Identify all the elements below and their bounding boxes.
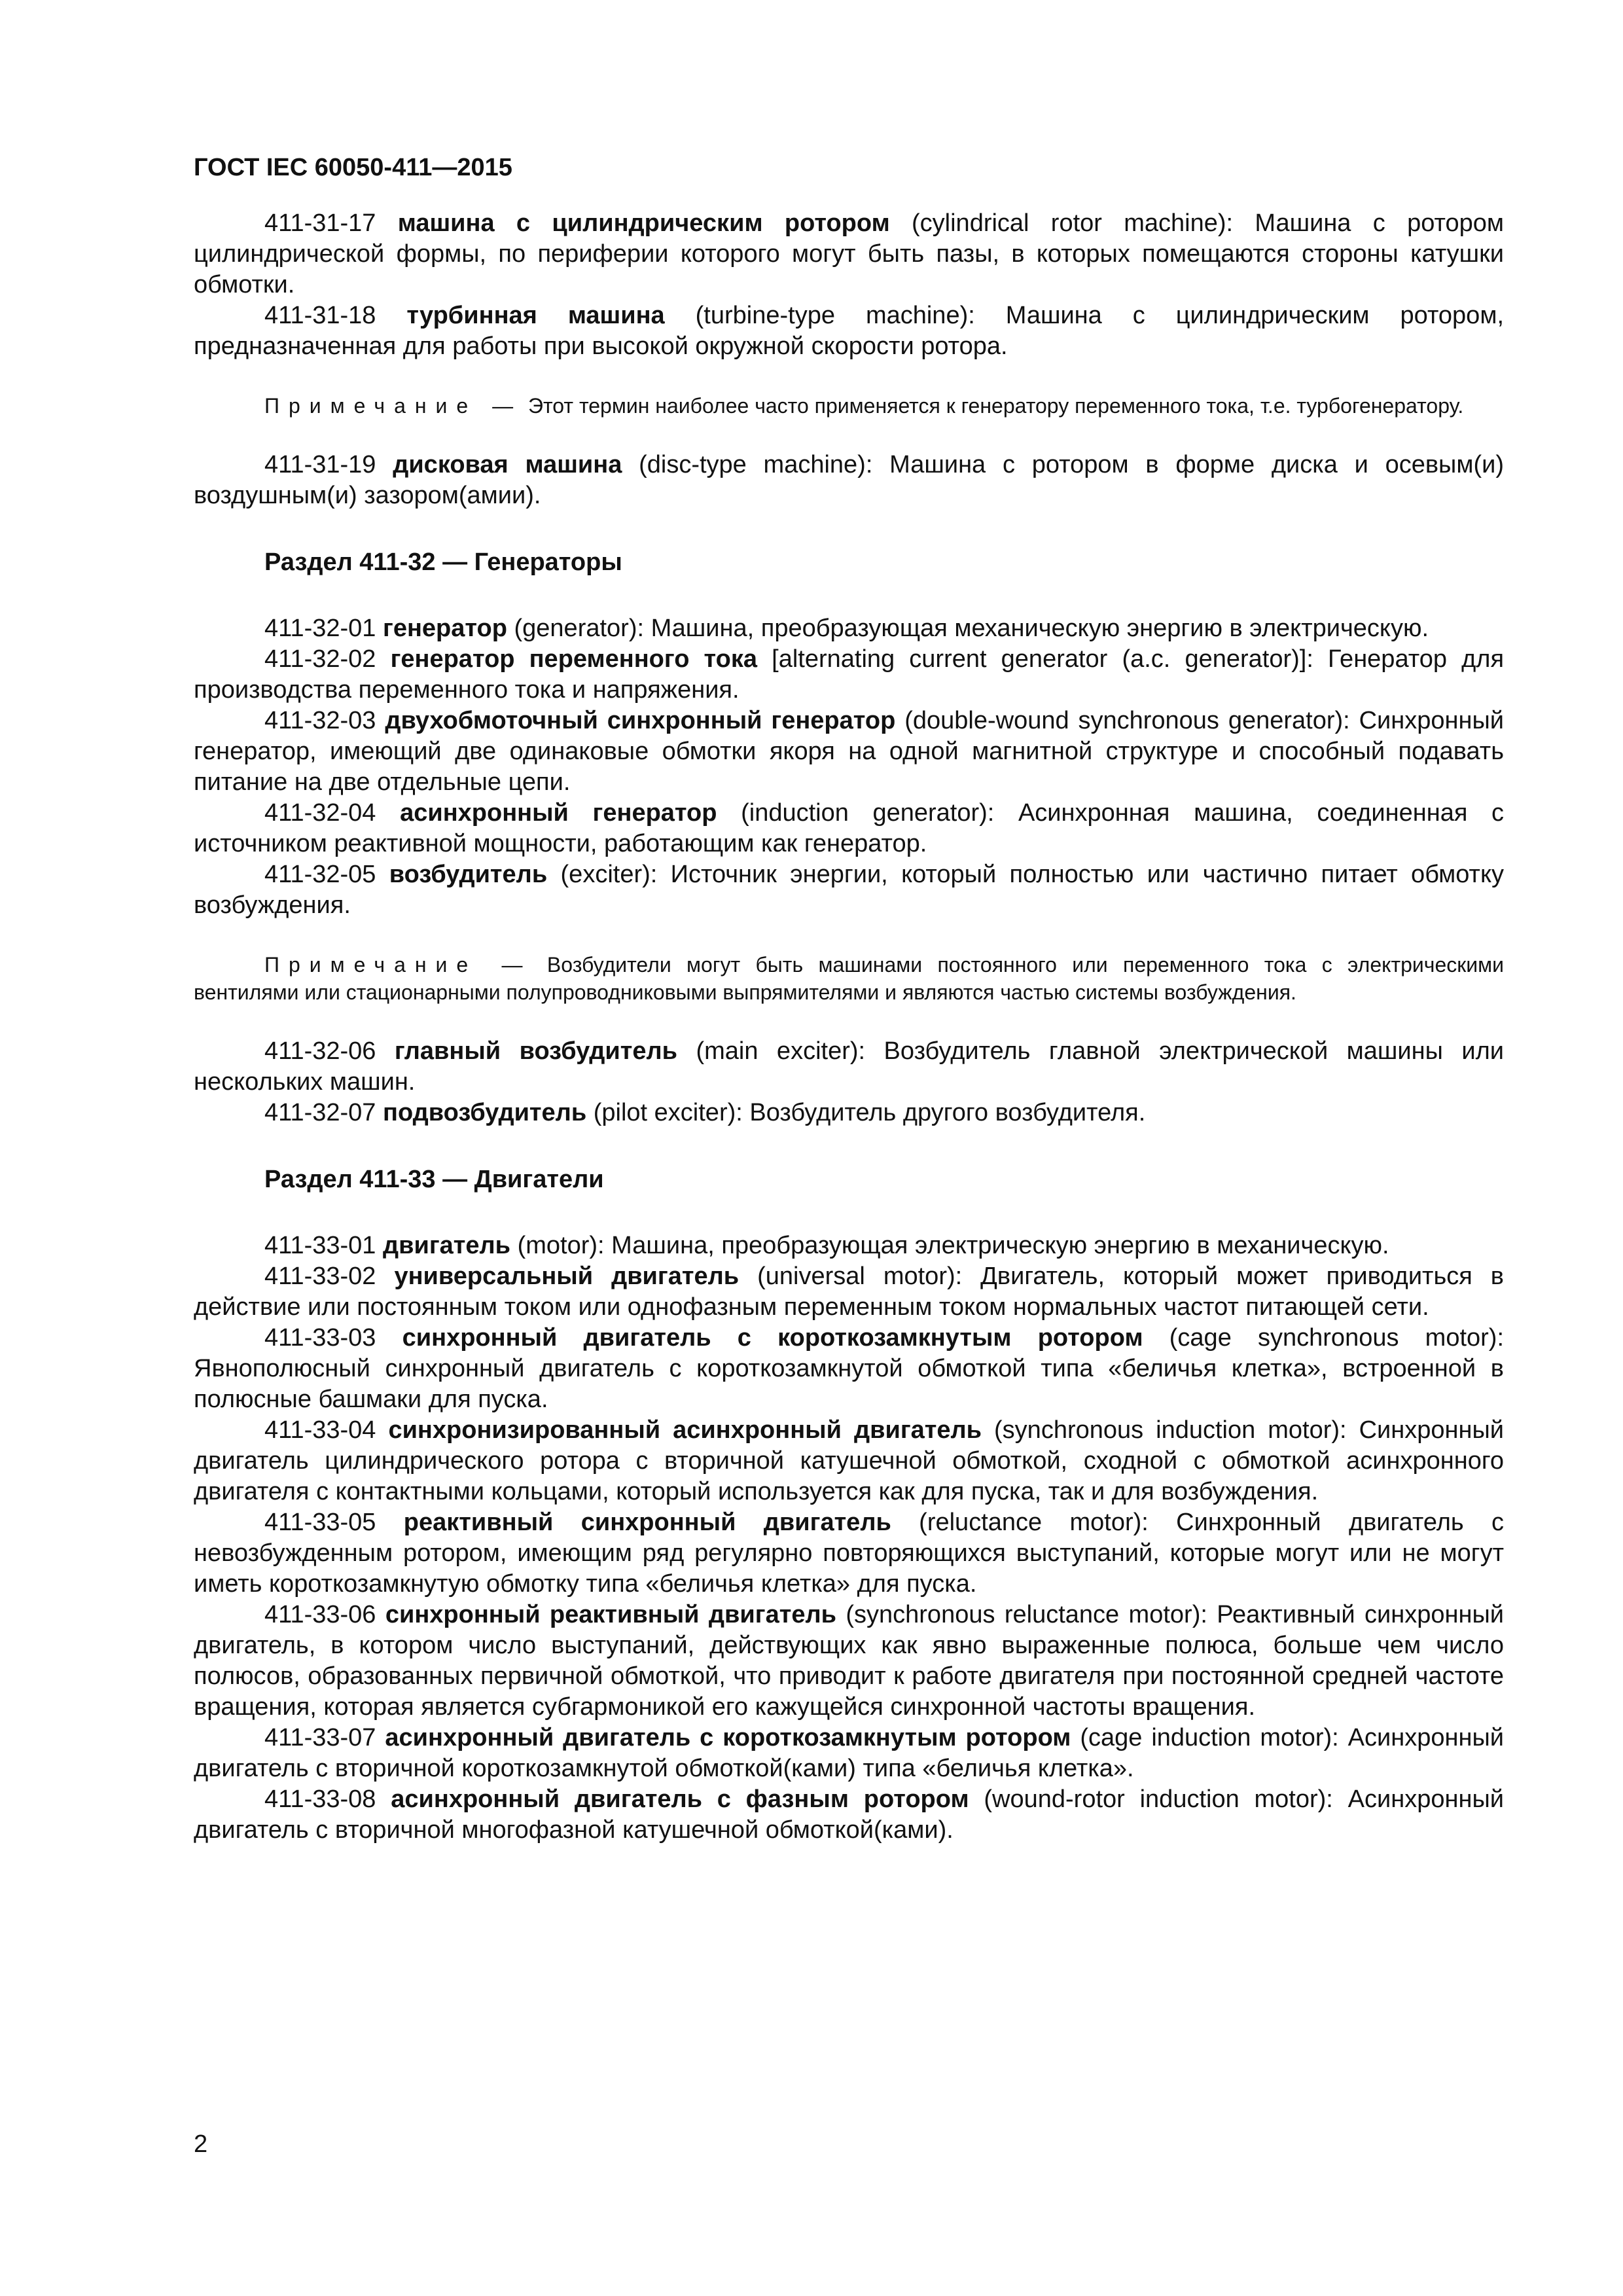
note bbox=[194, 392, 1504, 420]
term-entry bbox=[194, 1507, 1504, 1600]
term-entry bbox=[194, 208, 1504, 300]
term-code: 411-32-01 bbox=[264, 615, 376, 642]
term-entry bbox=[194, 1415, 1504, 1507]
section-heading: Раздел 411-33 — Двигатели bbox=[264, 1166, 604, 1193]
term-name: синхронизированный асинхронный двигатель bbox=[388, 1416, 982, 1444]
term-name: асинхронный генератор bbox=[400, 799, 717, 827]
term-entry bbox=[194, 450, 1504, 511]
term-code: 411-33-06 bbox=[264, 1601, 376, 1628]
term-name: универсальный двигатель bbox=[394, 1263, 740, 1290]
term-code: 411-33-02 bbox=[264, 1263, 376, 1290]
term-code: 411-33-07 bbox=[264, 1724, 376, 1751]
note-text: Этот термин наиболее часто применяется к генератору переменного тока, т.е. турбогенератору. bbox=[528, 394, 1464, 418]
term-code: 411-33-03 bbox=[264, 1324, 376, 1352]
term-definition: (cage induction motor): Асинхронный двигатель с вторичной короткозамкнутой обмоткой(ками) типа «беличья клетка». bbox=[194, 1724, 1504, 1782]
term-code: 411-32-07 bbox=[264, 1099, 376, 1126]
term-entry bbox=[194, 644, 1504, 706]
term-entry bbox=[194, 1323, 1504, 1415]
term-definition: (generator): Машина, преобразующая механическую энергию в электрическую. bbox=[514, 615, 1429, 642]
term-name: машина с цилиндрическим ротором bbox=[397, 209, 890, 237]
term-name: асинхронный двигатель с короткозамкнутым ротором bbox=[385, 1724, 1071, 1751]
term-entry bbox=[194, 1784, 1504, 1846]
term-definition: (reluctance motor): Синхронный двигатель с невозбужденным ротором, имеющим ряд регулярно повторяющихся выступаний, которые могут или не могут иметь короткозамкнутую обмотку типа «беличья клетка» для пуска. bbox=[194, 1509, 1505, 1598]
term-definition: (double-wound synchronous generator): Синхронный генератор, имеющий две одинаковые обмотки якоря на одной магнитной структуре и способный подавать питание на две отдельные цепи. bbox=[194, 707, 1505, 796]
term-definition: (universal motor): Двигатель, который может приводиться в действие или постоянным током или однофазным переменным током нормальных частот питающей сети. bbox=[194, 1263, 1504, 1321]
term-entry bbox=[194, 798, 1504, 859]
page-number: 2 bbox=[194, 2130, 208, 2158]
term-name: двухобмоточный синхронный генератор bbox=[385, 707, 896, 734]
term-definition: (wound-rotor induction motor): Асинхронный двигатель с вторичной многофазной катушечной обмоткой(ками). bbox=[194, 1785, 1505, 1844]
note bbox=[194, 951, 1504, 1006]
document-header: ГОСТ IEC 60050-411—2015 bbox=[194, 154, 512, 181]
note-label: Примечание — bbox=[264, 953, 532, 977]
term-entry bbox=[194, 1600, 1504, 1723]
term-definition: [alternating current generator (a.c. generator)]: Генератор для производства переменного тока и напряжения. bbox=[194, 645, 1505, 704]
note-text: Возбудители могут быть машинами постоянного или переменного тока с электрическими вентилями или стационарными полупроводниковыми выпрямителями и являются частью системы возбуждения. bbox=[194, 953, 1505, 1004]
term-code: 411-33-05 bbox=[264, 1509, 376, 1536]
term-definition: (synchronous induction motor): Синхронный двигатель цилиндрического ротора с вторичной катушечной обмоткой, сходной с обмоткой асинхронного двигателя с контактными кольцами, который используется как для пуска, так и для возбуждения. bbox=[194, 1416, 1505, 1505]
term-code: 411-32-03 bbox=[264, 707, 376, 734]
term-name: турбинная машина bbox=[406, 302, 665, 329]
term-code: 411-33-04 bbox=[264, 1416, 376, 1444]
term-name: дисковая машина bbox=[393, 451, 622, 478]
term-name: асинхронный двигатель с фазным ротором bbox=[391, 1785, 969, 1813]
term-entry bbox=[194, 1098, 1504, 1128]
term-entry bbox=[194, 300, 1504, 362]
term-code: 411-32-06 bbox=[264, 1037, 376, 1065]
term-name: двигатель bbox=[383, 1232, 511, 1259]
document-page bbox=[194, 152, 1504, 1846]
term-name: генератор переменного тока bbox=[390, 645, 758, 673]
term-definition: (exciter): Источник энергии, который полностью или частично питает обмотку возбуждения. bbox=[194, 861, 1505, 919]
term-definition: (synchronous reluctance motor): Реактивный синхронный двигатель, в котором число выступаний, действующих как явно выраженные полюса, больше чем число полюсов, образованных первичной обмоткой, что приводит к работе двигателя при постоянной средней частоте вращения, которая является субгармоникой его кажущейся синхронной частоты вращения. bbox=[194, 1601, 1505, 1721]
section-heading: Раздел 411-32 — Генераторы bbox=[264, 548, 622, 576]
term-definition: (cage synchronous motor): Явнополюсный синхронный двигатель с короткозамкнутой обмоткой типа «беличья клетка», встроенной в полюсные башмаки для пуска. bbox=[194, 1324, 1505, 1413]
term-name: синхронный двигатель с короткозамкнутым ротором bbox=[402, 1324, 1143, 1352]
term-definition: (main exciter): Возбудитель главной электрической машины или нескольких машин. bbox=[194, 1037, 1505, 1096]
document-body bbox=[194, 208, 1504, 1846]
term-definition: (disc-type machine): Машина с ротором в форме диска и осевым(и) воздушным(и) зазором(амии). bbox=[194, 451, 1505, 509]
term-definition: (turbine-type machine): Машина с цилиндрическим ротором, предназначенная для работы при высокой окружной скорости ротора. bbox=[194, 302, 1504, 360]
term-entry bbox=[194, 613, 1504, 644]
term-code: 411-32-04 bbox=[264, 799, 376, 827]
term-definition: (pilot exciter): Возбудитель другого возбудителя. bbox=[593, 1099, 1146, 1126]
term-code: 411-31-19 bbox=[264, 451, 376, 478]
term-entry bbox=[194, 1723, 1504, 1784]
term-definition: (induction generator): Асинхронная машина, соединенная с источником реактивной мощности, работающим как генератор. bbox=[194, 799, 1505, 857]
term-entry bbox=[194, 859, 1504, 921]
term-code: 411-31-18 bbox=[264, 302, 376, 329]
term-entry bbox=[194, 1261, 1504, 1323]
note-label: Примечание — bbox=[264, 394, 523, 418]
term-code: 411-31-17 bbox=[264, 209, 376, 237]
term-definition: (motor): Машина, преобразующая электрическую энергию в механическую. bbox=[517, 1232, 1389, 1259]
term-code: 411-33-01 bbox=[264, 1232, 376, 1259]
term-name: главный возбудитель bbox=[394, 1037, 678, 1065]
term-code: 411-33-08 bbox=[264, 1785, 376, 1813]
term-entry bbox=[194, 1036, 1504, 1098]
term-entry bbox=[194, 706, 1504, 798]
term-name: возбудитель bbox=[389, 861, 548, 888]
term-entry bbox=[194, 1230, 1504, 1261]
term-code: 411-32-02 bbox=[264, 645, 376, 673]
term-definition: (cylindrical rotor machine): Машина с ротором цилиндрической формы, по периферии которого могут быть пазы, в которых помещаются стороны катушки обмотки. bbox=[194, 209, 1505, 298]
term-name: генератор bbox=[383, 615, 507, 642]
term-code: 411-32-05 bbox=[264, 861, 376, 888]
term-name: синхронный реактивный двигатель bbox=[385, 1601, 836, 1628]
term-name: реактивный синхронный двигатель bbox=[403, 1509, 891, 1536]
term-name: подвозбудитель bbox=[383, 1099, 587, 1126]
